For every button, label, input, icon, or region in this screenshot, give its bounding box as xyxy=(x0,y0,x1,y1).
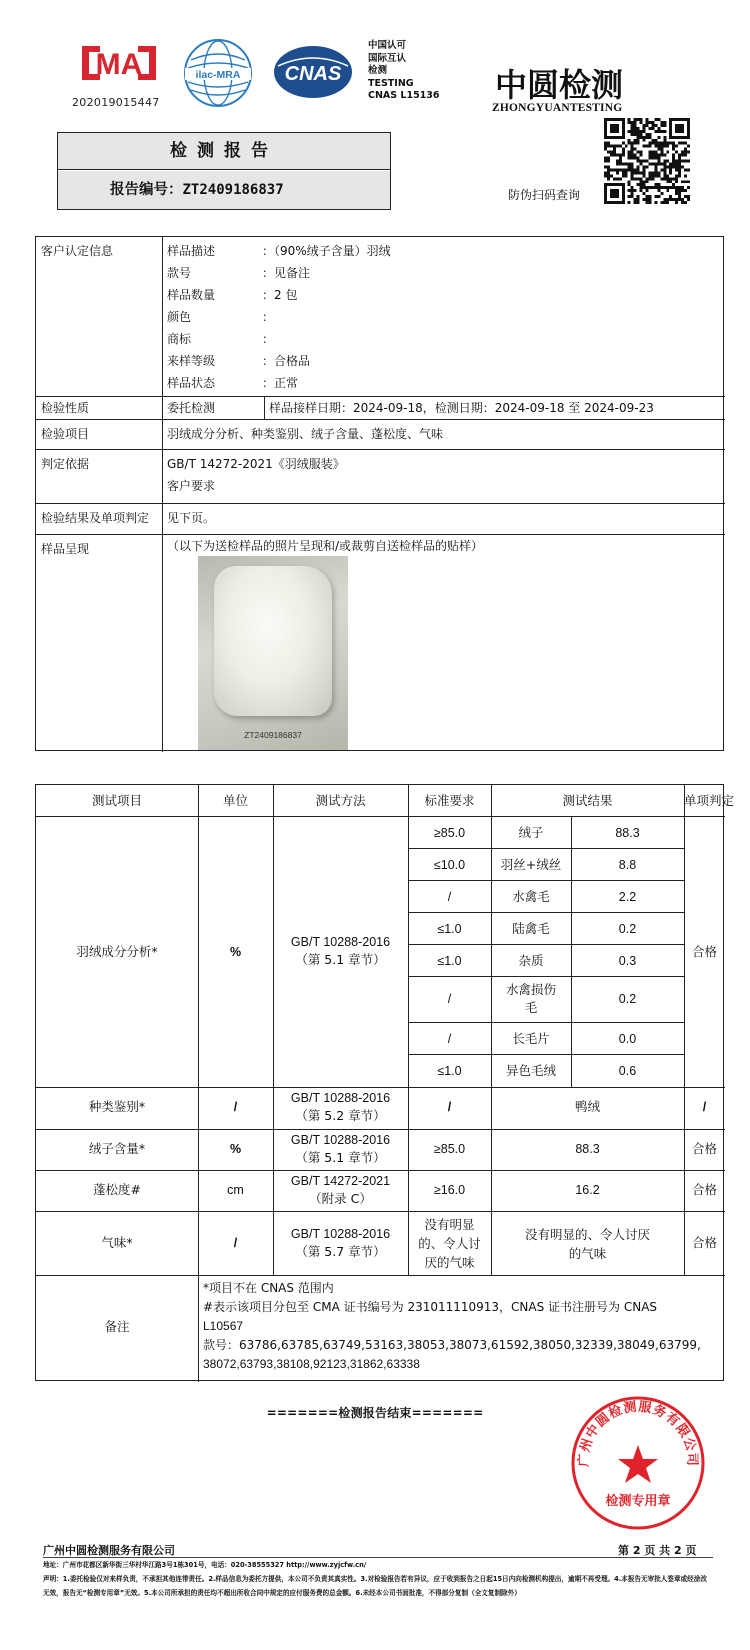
cma-letters: MA xyxy=(95,48,143,81)
photo-caption: ZT2409186837 xyxy=(244,730,302,740)
req: / xyxy=(447,1032,452,1046)
odor-req-line: 厌的气味 xyxy=(424,1255,475,1270)
sample-photo xyxy=(198,556,348,750)
report-number: ZT2409186837 xyxy=(182,182,284,198)
cma-logo xyxy=(78,40,160,86)
footer-declaration: 声明：1.委托检验仅对来样负责，不承担其他连带责任。2.样品信息为委托方提供，本公司不负责其真实性。3.对检验报告若有异议，应于收到报告之日起15日内向检测机构提出，逾期不再受理。4.本报告无审批人签章或经涂改无效，报告无“检测专用章”无效。5.本公司所承担的责任均不超出所收合同中规定的应付服务费的总金额。6.未经本公司书面批准，不得部分复制（全文复制除外） xyxy=(43,1575,707,1597)
species-method-section: （第 5.2 章节） xyxy=(295,1108,386,1123)
req: ≤10.0 xyxy=(433,858,466,872)
req: ≤1.0 xyxy=(437,922,462,936)
official-seal-stamp xyxy=(568,1393,708,1533)
odor-item: 气味* xyxy=(101,1235,133,1250)
test-results-table xyxy=(35,784,735,1381)
report-title: 检测报告 xyxy=(58,133,390,170)
remark-line: 38072,63793,38108,92123,31862,63338 xyxy=(203,1357,420,1371)
report-number-label: 报告编号： xyxy=(110,182,183,198)
species-item: 种类鉴别* xyxy=(88,1099,146,1114)
qr-label: 防伪扫码查询 xyxy=(508,188,581,202)
component-value: 0.6 xyxy=(618,1064,637,1078)
seal-star-icon xyxy=(618,1445,658,1483)
basis-label: 判定依据 xyxy=(41,457,90,471)
result-label: 检验结果及单项判定 xyxy=(41,511,150,525)
field-label: 商标 xyxy=(167,332,192,346)
field-value: ：正常 xyxy=(262,376,299,390)
req: ≤1.0 xyxy=(437,954,462,968)
fluffiness-req: ≥16.0 xyxy=(433,1183,466,1197)
remark-line: 款号：63786,63785,63749,53163,38053,38073,61592,38050,32339,38049,63799, xyxy=(203,1338,701,1352)
odor-unit: / xyxy=(233,1236,238,1250)
basis-line: 客户要求 xyxy=(167,479,216,493)
field-value: ：合格品 xyxy=(262,354,311,368)
fluffiness-result: 16.2 xyxy=(575,1183,600,1197)
nature-label: 检验性质 xyxy=(41,401,90,415)
req: / xyxy=(447,890,452,904)
odor-result xyxy=(491,1225,684,1263)
field-value: ： xyxy=(262,332,275,346)
down-bag-image xyxy=(214,566,332,716)
remarks-label: 备注 xyxy=(104,1319,130,1334)
col-header: 标准要求 xyxy=(424,793,475,808)
component-name: 异色毛绒 xyxy=(505,1063,556,1078)
component-value: 0.0 xyxy=(618,1032,637,1046)
test-dates: 样品接样日期：2024-09-18，检测日期：2024-09-18 至 2024-09-23 xyxy=(269,401,654,415)
field-label: 款号 xyxy=(167,266,192,280)
component-name: 杂质 xyxy=(518,953,544,968)
component-name: 水禽损伤毛 xyxy=(505,982,556,1015)
col-header: 单项判定 xyxy=(684,793,735,808)
req: / xyxy=(447,992,452,1006)
component-name: 水禽毛 xyxy=(512,889,550,904)
down-item: 绒子含量* xyxy=(88,1141,146,1156)
qr-code-icon[interactable] xyxy=(604,118,690,204)
basis-line: GB/T 14272-2021《羽绒服装》 xyxy=(167,457,345,471)
component-name: 长毛片 xyxy=(512,1031,550,1046)
odor-req xyxy=(408,1215,491,1272)
component-value: 0.2 xyxy=(618,922,637,936)
client-info-label: 客户认定信息 xyxy=(41,244,114,258)
result-value: 见下页。 xyxy=(167,511,216,525)
report-title-box xyxy=(57,132,391,210)
field-value: ： xyxy=(262,310,275,324)
composition-verdict: 合格 xyxy=(691,944,717,959)
cnas-line: TESTING xyxy=(368,77,414,89)
cnas-logo xyxy=(272,44,354,100)
cma-number: 202019015447 xyxy=(72,96,160,109)
down-method-section: （第 5.1 章节） xyxy=(295,1150,386,1165)
odor-method-section: （第 5.7 章节） xyxy=(295,1244,386,1259)
composition-unit: % xyxy=(229,945,242,959)
component-value: 8.8 xyxy=(618,858,637,872)
composition-item: 羽绒成分分析* xyxy=(76,944,158,959)
brand-name-cn: 中圆检测 xyxy=(495,66,624,104)
fluffiness-method: GB/T 14272-2021 xyxy=(290,1174,391,1188)
odor-req-line: 没有明显 xyxy=(424,1217,475,1232)
cnas-accreditation-text xyxy=(368,40,440,103)
req: ≤1.0 xyxy=(437,1064,462,1078)
col-header: 测试项目 xyxy=(91,793,142,808)
field-label: 样品数量 xyxy=(167,288,216,302)
field-label: 颜色 xyxy=(167,310,192,324)
composition-method: GB/T 10288-2016 xyxy=(290,935,391,949)
footer-divider xyxy=(43,1557,713,1558)
odor-result-line: 的气味 xyxy=(568,1246,607,1261)
component-name: 陆禽毛 xyxy=(512,921,550,936)
report-number-line xyxy=(58,171,390,209)
fluffiness-method-section: （附录 C） xyxy=(309,1191,372,1206)
sample-label: 样品呈现 xyxy=(41,542,90,556)
field-value: ：2 包 xyxy=(262,288,298,302)
seal-bottom-text: 检测专用章 xyxy=(605,1494,671,1509)
field-label: 来样等级 xyxy=(167,354,216,368)
items-value: 羽绒成分分析、种类鉴别、绒子含量、蓬松度、气味 xyxy=(167,427,444,441)
composition-method-section: （第 5.1 章节） xyxy=(295,952,386,967)
species-req: / xyxy=(447,1100,452,1114)
species-result: 鸭绒 xyxy=(574,1099,600,1114)
remark-line: #表示该项目分包至 CMA 证书编号为 231011110913，CNAS 证书注册号为 CNAS xyxy=(203,1300,658,1314)
nature-value: 委托检测 xyxy=(167,401,216,415)
ilac-mra-logo xyxy=(183,38,253,108)
col-header: 单位 xyxy=(222,793,248,808)
field-value: ：（90%绒子含量）羽绒 xyxy=(262,244,391,258)
component-name: 羽丝+绒丝 xyxy=(500,857,562,872)
component-value: 0.3 xyxy=(618,954,637,968)
field-label: 样品描述 xyxy=(167,244,216,258)
fluffiness-item: 蓬松度# xyxy=(93,1182,141,1197)
sample-note: （以下为送检样品的照片呈现和/或裁剪自送检样品的贴样） xyxy=(167,539,484,553)
species-unit: / xyxy=(233,1100,238,1114)
component-name: 绒子 xyxy=(518,825,544,840)
cnas-line: 中国认可 xyxy=(368,40,407,51)
fluffiness-verdict: 合格 xyxy=(691,1182,717,1197)
odor-req-line: 的、令人讨 xyxy=(418,1236,481,1251)
down-method: GB/T 10288-2016 xyxy=(290,1133,391,1147)
seal-ring-text: 广州中圆检测服务有限公司 xyxy=(576,1399,700,1467)
down-unit: % xyxy=(229,1142,242,1156)
page-indicator: 第 2 页 共 2 页 xyxy=(618,1544,697,1557)
footer-company: 广州中圆检测服务有限公司 xyxy=(43,1544,175,1557)
req: ≥85.0 xyxy=(433,826,466,840)
remark-line: L10567 xyxy=(203,1319,244,1333)
down-req: ≥85.0 xyxy=(433,1142,466,1156)
odor-verdict: 合格 xyxy=(691,1235,717,1250)
remark-line: *项目不在 CNAS 范围内 xyxy=(203,1281,334,1295)
col-header: 测试结果 xyxy=(562,793,613,808)
client-info-table xyxy=(35,236,724,751)
component-value: 2.2 xyxy=(618,890,637,904)
odor-result-line: 没有明显的、令人讨厌 xyxy=(524,1227,650,1242)
fluffiness-unit: cm xyxy=(227,1183,244,1197)
down-verdict: 合格 xyxy=(691,1141,717,1156)
cnas-line: CNAS L15136 xyxy=(368,90,440,101)
field-value: ：见备注 xyxy=(262,266,311,280)
species-verdict: / xyxy=(702,1100,707,1114)
ilac-text: ilac-MRA xyxy=(195,69,241,81)
report-end-marker: =======检测报告结束======= xyxy=(266,1406,484,1420)
species-method: GB/T 10288-2016 xyxy=(290,1091,391,1105)
footer-address: 地址：广州市花都区新华街三华村华江路3号1栋301号，电话：020-38555327 http://www.zyjcfw.cn/ xyxy=(43,1561,367,1569)
odor-method: GB/T 10288-2016 xyxy=(290,1227,391,1241)
field-label: 样品状态 xyxy=(167,376,216,390)
down-result: 88.3 xyxy=(575,1142,600,1156)
cnas-line: 检测 xyxy=(368,65,388,76)
items-label: 检验项目 xyxy=(41,427,90,441)
component-value: 0.2 xyxy=(618,992,637,1006)
component-value: 88.3 xyxy=(615,826,640,840)
cnas-line: 国际互认 xyxy=(368,52,407,64)
cnas-logo-text: CNAS xyxy=(284,63,342,85)
col-header: 测试方法 xyxy=(315,793,366,808)
brand-name-en: ZHONGYUANTESTING xyxy=(492,102,623,114)
